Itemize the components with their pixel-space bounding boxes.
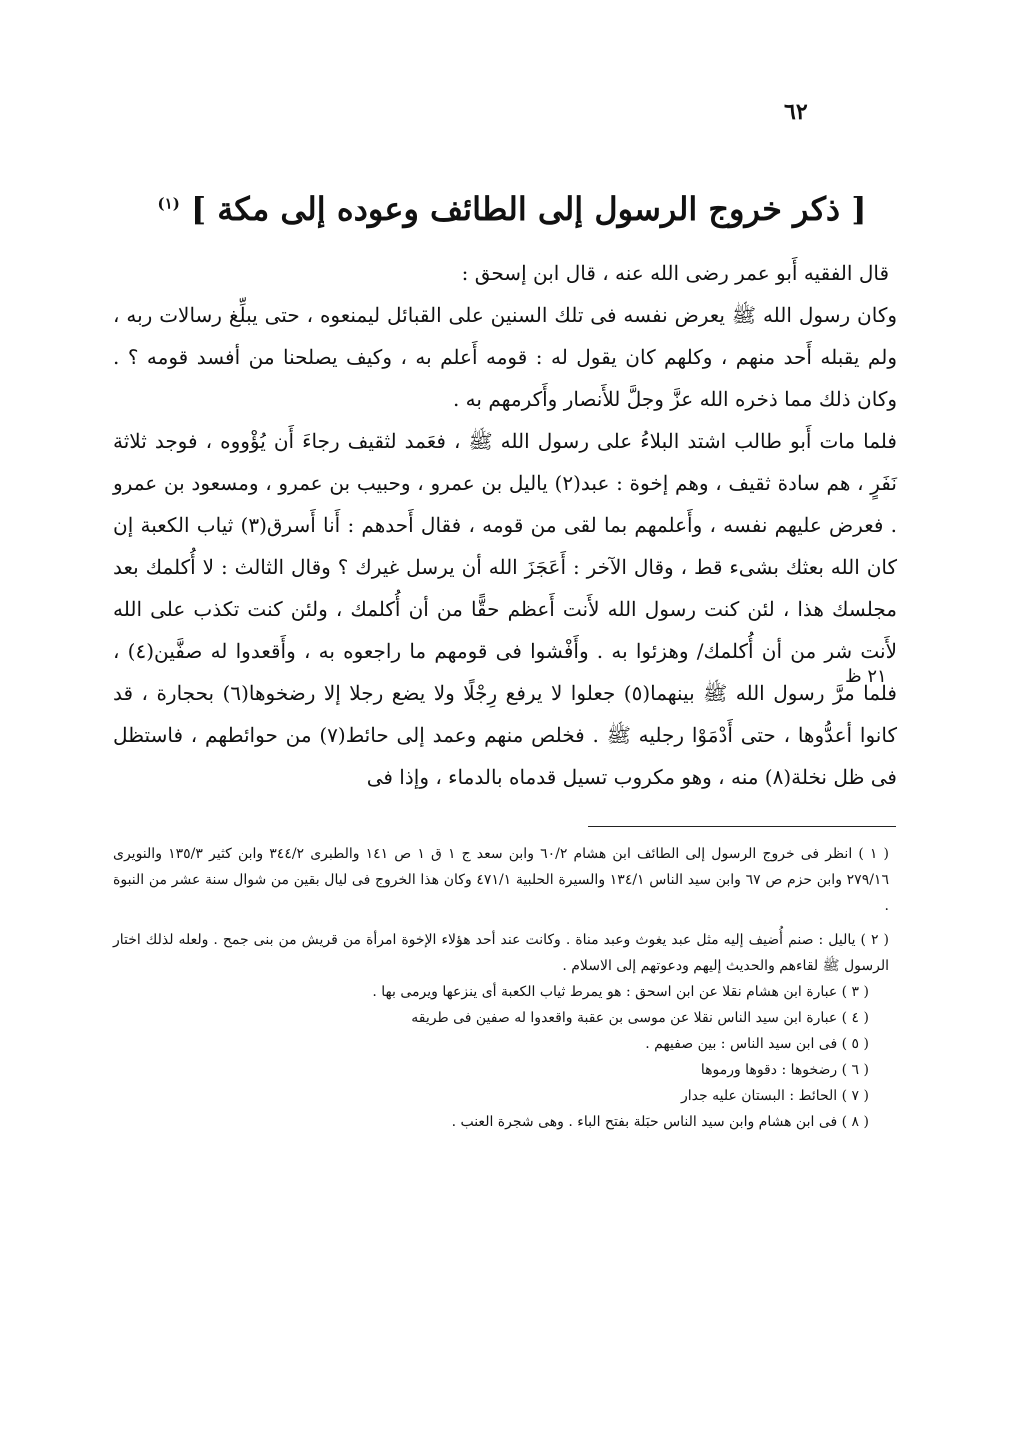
footnote: ( ٤ ) عبارة ابن سيد الناس نقلا عن موسى بن عقبة واقعدوا له صفين فى طريقه <box>411 1010 869 1026</box>
chapter-title-footnote-ref: (١) <box>157 194 180 213</box>
body-paragraph: وكان رسول الله ﷺ يعرض نفسه فى تلك السنين على القبائل ليمنعوه ، حتى يبلِّغ رسالات ربه ، ولم يقبله أَحد منهم ، وكلهم كان يقول له : قومه أَعلم به ، وكيف يصلحنا من أفسد قومه ؟ . وكان ذلك مما ذخره الله عزَّ وجلَّ للأَنصار وأَكرمهم به . <box>113 303 898 411</box>
chapter-title <box>120 190 904 228</box>
footnote-divider <box>588 826 896 827</box>
footnote: ( ٣ ) عبارة ابن هشام نقلا عن ابن اسحق : هو يمرط ثياب الكعبة أى ينزعها ويرمى بها . <box>372 984 869 1000</box>
body-text <box>113 252 897 798</box>
footnote: ( ٦ ) رضخوها : دقوها ورموها <box>700 1062 869 1078</box>
footnote: ( ٢ ) ياليل : صنم أُضيف إليه مثل عبد يغوث وعبد مناة . وكانت عند أحد هؤلاء الإخوة امرأة من قريش من بنى جمح . ولعله لذلك اختار الرسول ﷺ لقاءهم والحديث إليهم ودعوتهم إلى الاسلام . <box>113 932 889 974</box>
footnotes <box>113 841 897 1135</box>
footnote: ( ٧ ) الحائط : البستان عليه جدار <box>681 1088 869 1104</box>
chapter-title-text: [ ذكر خروج الرسول إلى الطائف وعوده إلى مكة ] <box>190 190 867 228</box>
margin-folio-note: ٢١ ظ <box>845 666 887 687</box>
body-paragraph: قال الفقيه أَبو عمر رضى الله عنه ، قال ابن إسحق : <box>461 261 889 285</box>
footnote: ( ١ ) انظر فى خروج الرسول إلى الطائف ابن هشام ٦٠/٢ وابن سعد ج ١ ق ١ ص ١٤١ والطبرى ٣٤٤/٢ وابن كثير ١٣٥/٣ والنويرى ٢٧٩/١٦ وابن حزم ص ٦٧ وابن سيد الناس ١٣٤/١ والسيرة الحلبية ٤٧١/١ وكان هذا الخروج فى ليال بقين من شوال سنة عشر من النبوة . <box>113 846 890 914</box>
body-paragraph: فلما مات أَبو طالب اشتد البلاءُ على رسول الله ﷺ ، فعَمد لثقيف رجاءَ أَن يُؤْووه ، فوجد ثلاثة نَفَرٍ ، هم سادة ثقيف ، وهم إخوة : عبد(٢) ياليل بن عمرو ، وحبيب بن عمرو ، ومسعود بن عمرو . فعرض عليهم نفسه ، وأَعلمهم بما لقى من قومه ، فقال أَحدهم : أَنا أَسرق(٣) ثياب الكعبة إن كان الله بعثك بشىء قط ، وقال الآخر : أَعَجَزَ الله أن يرسل غيرك ؟ وقال الثالث : لا أُكلمك بعد مجلسك هذا ، لئن كنت رسول الله لأَنت أَعظم حقًّا من أن أُكلمك ، ولئن كنت تكذب على الله لأَنت شر من أن أُكلمك/ وهزئوا به . وأَفْشوا فى قومهم ما راجعوه به ، وأَقعدوا له صفَّين(٤) ، فلما مرَّ رسول الله ﷺ بينهما(٥) جعلوا لا يرفع رِجْلًا ولا يضع رجلا إلا رضخوها(٦) بحجارة ، قد كانوا أعدُّوها ، حتى أَدْمَوْا رجليه ﷺ . فخلص منهم وعمد إلى حائط(٧) من حوائطهم ، فاستظل فى ظل نخلة(٨) منه ، وهو مكروب تسيل قدماه بالدماء ، وإذا فى <box>113 429 897 789</box>
footnote: ( ٥ ) فى ابن سيد الناس : بين صفيهم . <box>645 1036 869 1052</box>
footnote: ( ٨ ) فى ابن هشام وابن سيد الناس حبَلة بفتح الباء . وهى شجرة العنب . <box>451 1114 869 1130</box>
page-number: ٦٢ <box>784 99 808 125</box>
